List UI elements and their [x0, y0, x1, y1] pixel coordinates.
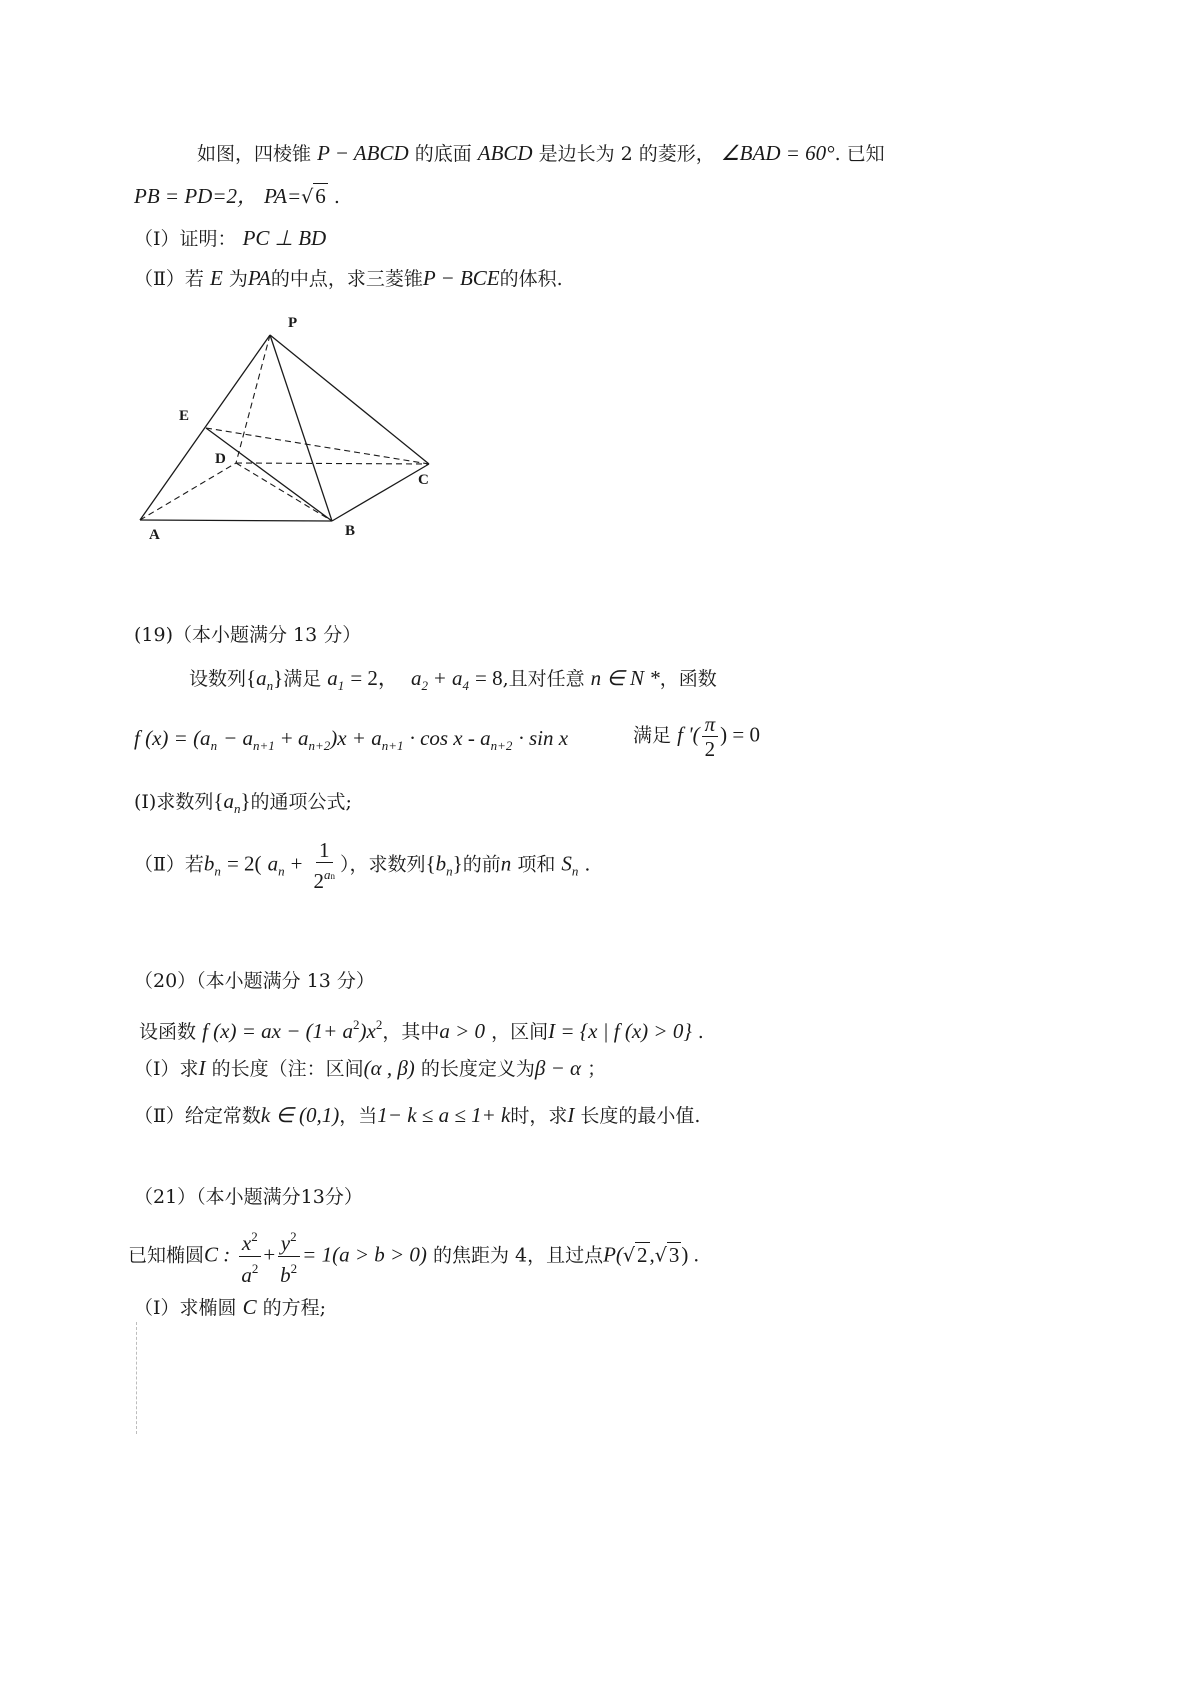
- q19-statement-line1: 设数列$\{a_n\}$满足 $a_1 = 2$， $a_2 + a_4 = 8$,且对任意 n ∈ N *，函数: [189, 666, 717, 693]
- q21-statement: 已知椭圆C : $\frac{x^2}{a^2}$ + $\frac{y^2}{b^2}$ = 1(a > b > 0) 的焦距为 4，且过点P(√2,√3) .: [128, 1225, 699, 1288]
- q18-statement-line1: 如图，四棱锥 P − ABCD 的底面 ABCD 是边长为 2 的菱形， ∠BAD = 60°. 已知: [197, 141, 885, 165]
- q20-statement: 设函数 f (x) = ax − $(1+ a^2)x^2$，其中a > 0 ，区间I = {x | f (x) > 0} .: [139, 1017, 704, 1043]
- label-p: P: [288, 315, 298, 331]
- edge-bc: [332, 464, 429, 521]
- q20-part1: （Ⅰ）求I 的长度（注：区间(α , β) 的长度定义为β − α ；: [134, 1056, 607, 1080]
- q18-part1: （Ⅰ）证明： PC ⊥ BD: [134, 226, 327, 250]
- q19-part1: (Ⅰ)求数列$\{a_n\}$的通项公式;: [134, 789, 352, 816]
- label-a: A: [149, 527, 160, 543]
- edge-ec-hidden: [206, 428, 429, 464]
- q21-header: （21）（本小题满分13分）: [134, 1186, 363, 1208]
- label-c: C: [418, 472, 429, 488]
- q18-statement-line2: PB = PD=2， PA=√6 .: [134, 184, 340, 208]
- q19-condition: 满足 f '( $\frac{\pi}{2}$ ) = 0: [633, 712, 761, 761]
- q21-part1: （Ⅰ）求椭圆 C 的方程;: [134, 1295, 327, 1319]
- edge-eb: [206, 428, 332, 521]
- margin-dashed-rule: [136, 1322, 137, 1434]
- edge-db-hidden: [236, 463, 332, 521]
- q20-header: （20）（本小题满分 13 分）: [134, 970, 375, 992]
- label-e: E: [179, 408, 190, 424]
- edge-ad-hidden: [140, 463, 236, 520]
- edge-ab: [140, 520, 332, 521]
- edge-pd-hidden: [236, 335, 270, 463]
- q18-part2: （Ⅱ）若 E 为PA的中点，求三菱锥P − BCE的体积.: [134, 266, 563, 290]
- edge-dc-hidden: [236, 463, 429, 464]
- pyramid-figure: [140, 315, 460, 550]
- label-d: D: [215, 451, 226, 467]
- label-b: B: [345, 523, 356, 539]
- edge-pc: [270, 335, 429, 464]
- q20-part2: （Ⅱ）给定常数k ∈ (0,1)，当1− k ≤ a ≤ 1+ k时，求I 长度的最小值.: [134, 1103, 701, 1127]
- q19-part2: （Ⅱ）若$b_n = 2$( $a_n$ + $\frac{1}{2^{an}}$ ），求数列$\{b_n\}$的前n 项和 $S_n$ .: [134, 838, 591, 893]
- q19-header: (19)（本小题满分 13 分）: [134, 624, 362, 646]
- edge-pb: [270, 335, 332, 521]
- q19-function-line: f $(x) = (a_n - a_{n+1} + a_{n+2})x + a_{n+1} \cdot \cos x - a_{n+2} \cdot \sin x$: [134, 726, 569, 753]
- edge-pa: [140, 335, 270, 520]
